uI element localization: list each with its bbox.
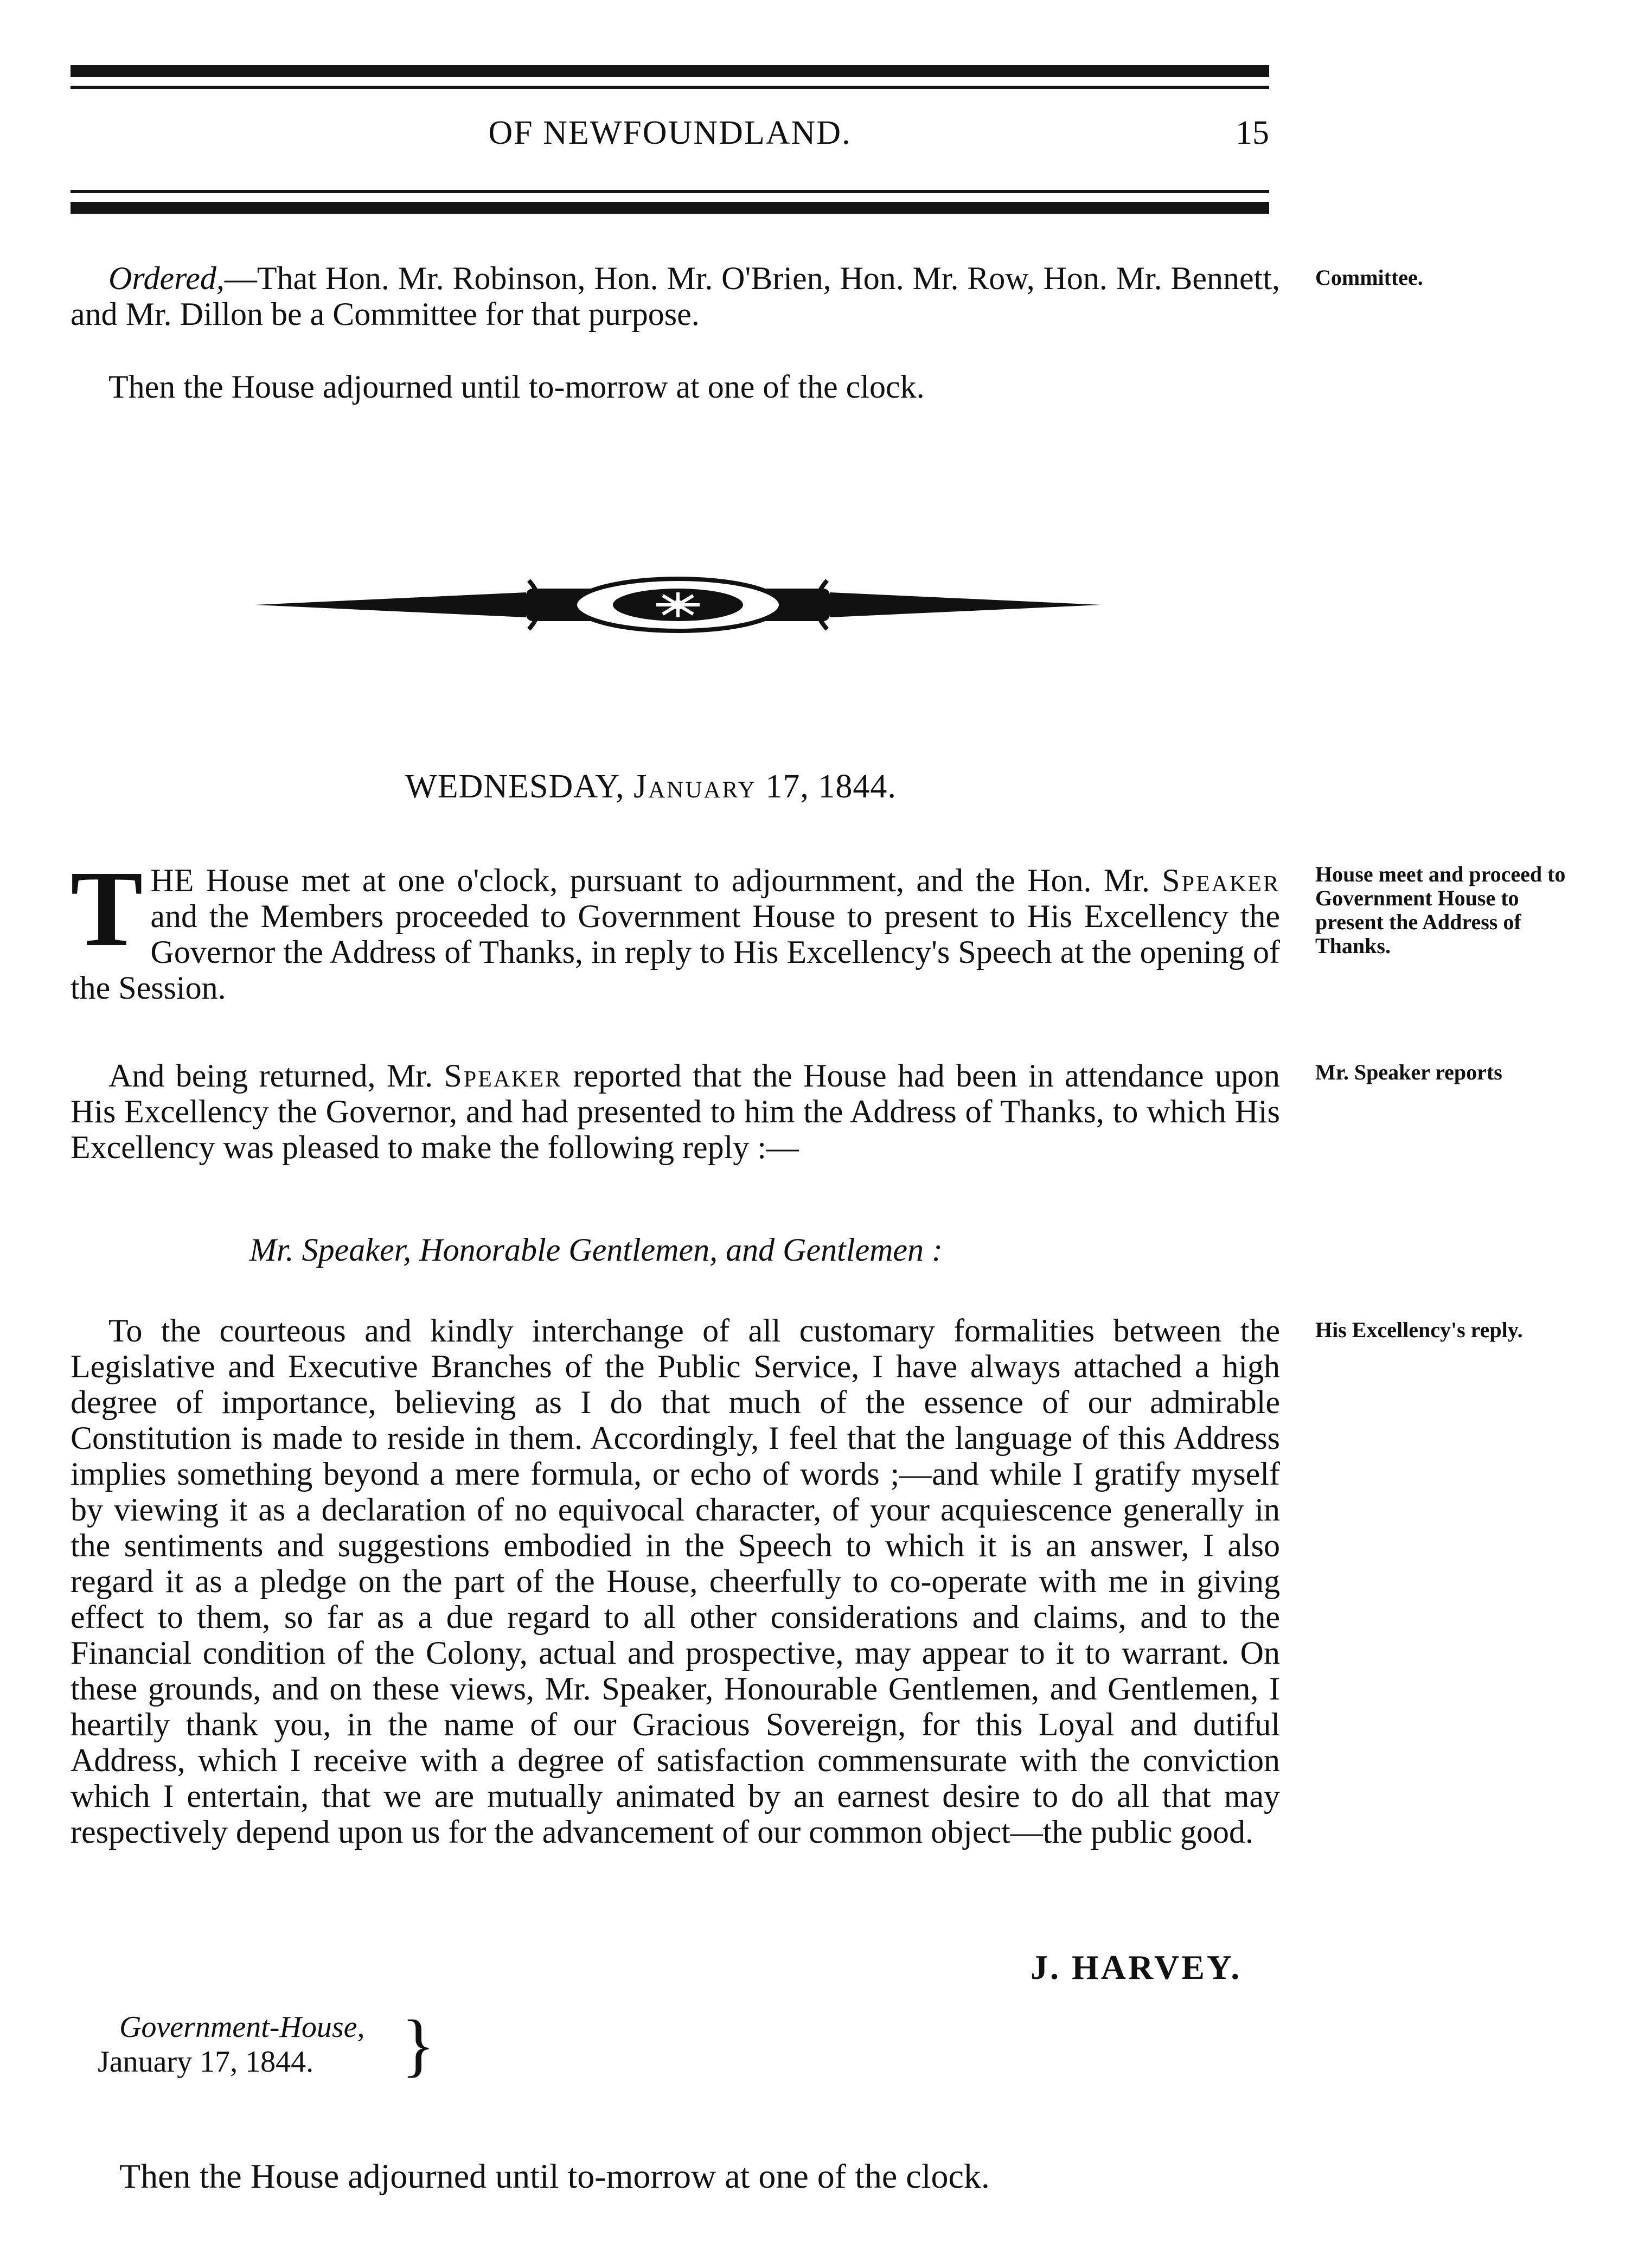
speaker-smallcaps-2: Speaker: [444, 1058, 562, 1094]
brace-symbol: }: [401, 2006, 436, 2084]
top-rule-thin: [71, 86, 1269, 89]
drop-cap: T: [71, 849, 143, 969]
ordered-paragraph: [71, 260, 1280, 332]
adjourned-text-1: Then the House adjourned until to-morrow at one of the clock.: [108, 369, 925, 405]
adjourned-paragraph-1: [71, 369, 1280, 405]
margin-note-speaker-reports: Mr. Speaker reports: [1315, 1060, 1502, 1084]
bottom-rule-thin: [71, 190, 1269, 193]
house-met-lead: HE House met at one o'clock, pursuant to adjournment, and the Hon. Mr.: [150, 863, 1150, 898]
bottom-rule-thick: [71, 202, 1269, 214]
date-heading: [0, 768, 1302, 806]
ordered-text: —That Hon. Mr. Robinson, Hon. Mr. O'Brien, Hon. Mr. Row, Hon. Mr. Bennett, and Mr. Dillon be a Committee for that purpose.: [71, 260, 1280, 332]
dateline-date: January 17, 1844.: [98, 2045, 314, 2079]
date-month: January: [633, 768, 757, 805]
house-met-paragraph: [71, 849, 1281, 1006]
margin-note-excellency-reply: His Excellency's reply.: [1315, 1318, 1523, 1342]
date-rest: 17, 1844.: [765, 768, 897, 805]
dateline: [98, 2006, 436, 2084]
dateline-place: Government-House,: [119, 2010, 365, 2044]
running-title: OF NEWFOUNDLAND.: [488, 114, 852, 151]
top-rule-thick: [71, 65, 1269, 77]
reply-text: To the courteous and kindly interchange of all customary formalities between the Legislative and Executive Branches of the Public Service, I have always attached a high degree of importance, believing as I do that much of the essence of our admirable Constitution is made to reside in them. Accordingly, I feel that the language of this Address implies something beyond a mere formula, or echo of words ;—and while I gratify myself by viewing it as a declaration of no equivocal character, of your acquiescence generally in the sentiments and suggestions embodied in the Speech to which it is an answer, I also regard it as a pledge on the part of the House, cheerfully to co-operate with me in giving effect to them, so far as a due regard to all other considerations and claims, and to the Financial condition of the Colony, actual and prospective, may appear to it to warrant. On these grounds, and on these views, Mr. Speaker, Honourable Gentlemen, and Gentlemen, I heartily thank you, in the name of our Gracious Sovereign, for this Loyal and dutiful Address, which I receive with a degree of satisfaction commensurate with the conviction which I entertain, that we are mutually animated by an earnest desire to do all that may respectively depend upon us for the advancement of our common object—the public good.: [71, 1313, 1280, 1850]
margin-note-committee: Committee.: [1315, 265, 1423, 290]
margin-note-house-meet: House meet and proceed to Government House to present the Address of Thanks.: [1315, 862, 1566, 958]
date-weekday: WEDNESDAY,: [405, 768, 625, 805]
salutation: Mr. Speaker, Honorable Gentlemen, and Gentlemen :: [249, 1232, 943, 1268]
ornamental-divider: [255, 559, 1101, 651]
speaker-smallcaps-1: Speaker: [1162, 863, 1281, 898]
adjourned-text-final: Then the House adjourned until to-morrow at one of the clock.: [119, 2157, 990, 2195]
speaker-reported-paragraph: [71, 1058, 1280, 1165]
reported-rest: reported that the House had been in attendance upon His Excellency the Governor, and had presented to him the Address of Thanks, to which His Excellency was pleased to make the following reply :—: [71, 1058, 1281, 1165]
house-met-rest: and the Members proceeded to Government House to present to His Excellency the Governor the Address of Thanks, in reply to His Excellency's Speech at the opening of the Session.: [71, 898, 1280, 1006]
page-number: 15: [1236, 114, 1269, 151]
ordered-label: Ordered,: [108, 260, 225, 296]
running-head: [71, 114, 1269, 163]
excellency-reply-paragraph: [71, 1313, 1280, 1850]
reported-start: And being returned, Mr.: [108, 1058, 433, 1094]
signature: J. HARVEY.: [1031, 1948, 1242, 1986]
